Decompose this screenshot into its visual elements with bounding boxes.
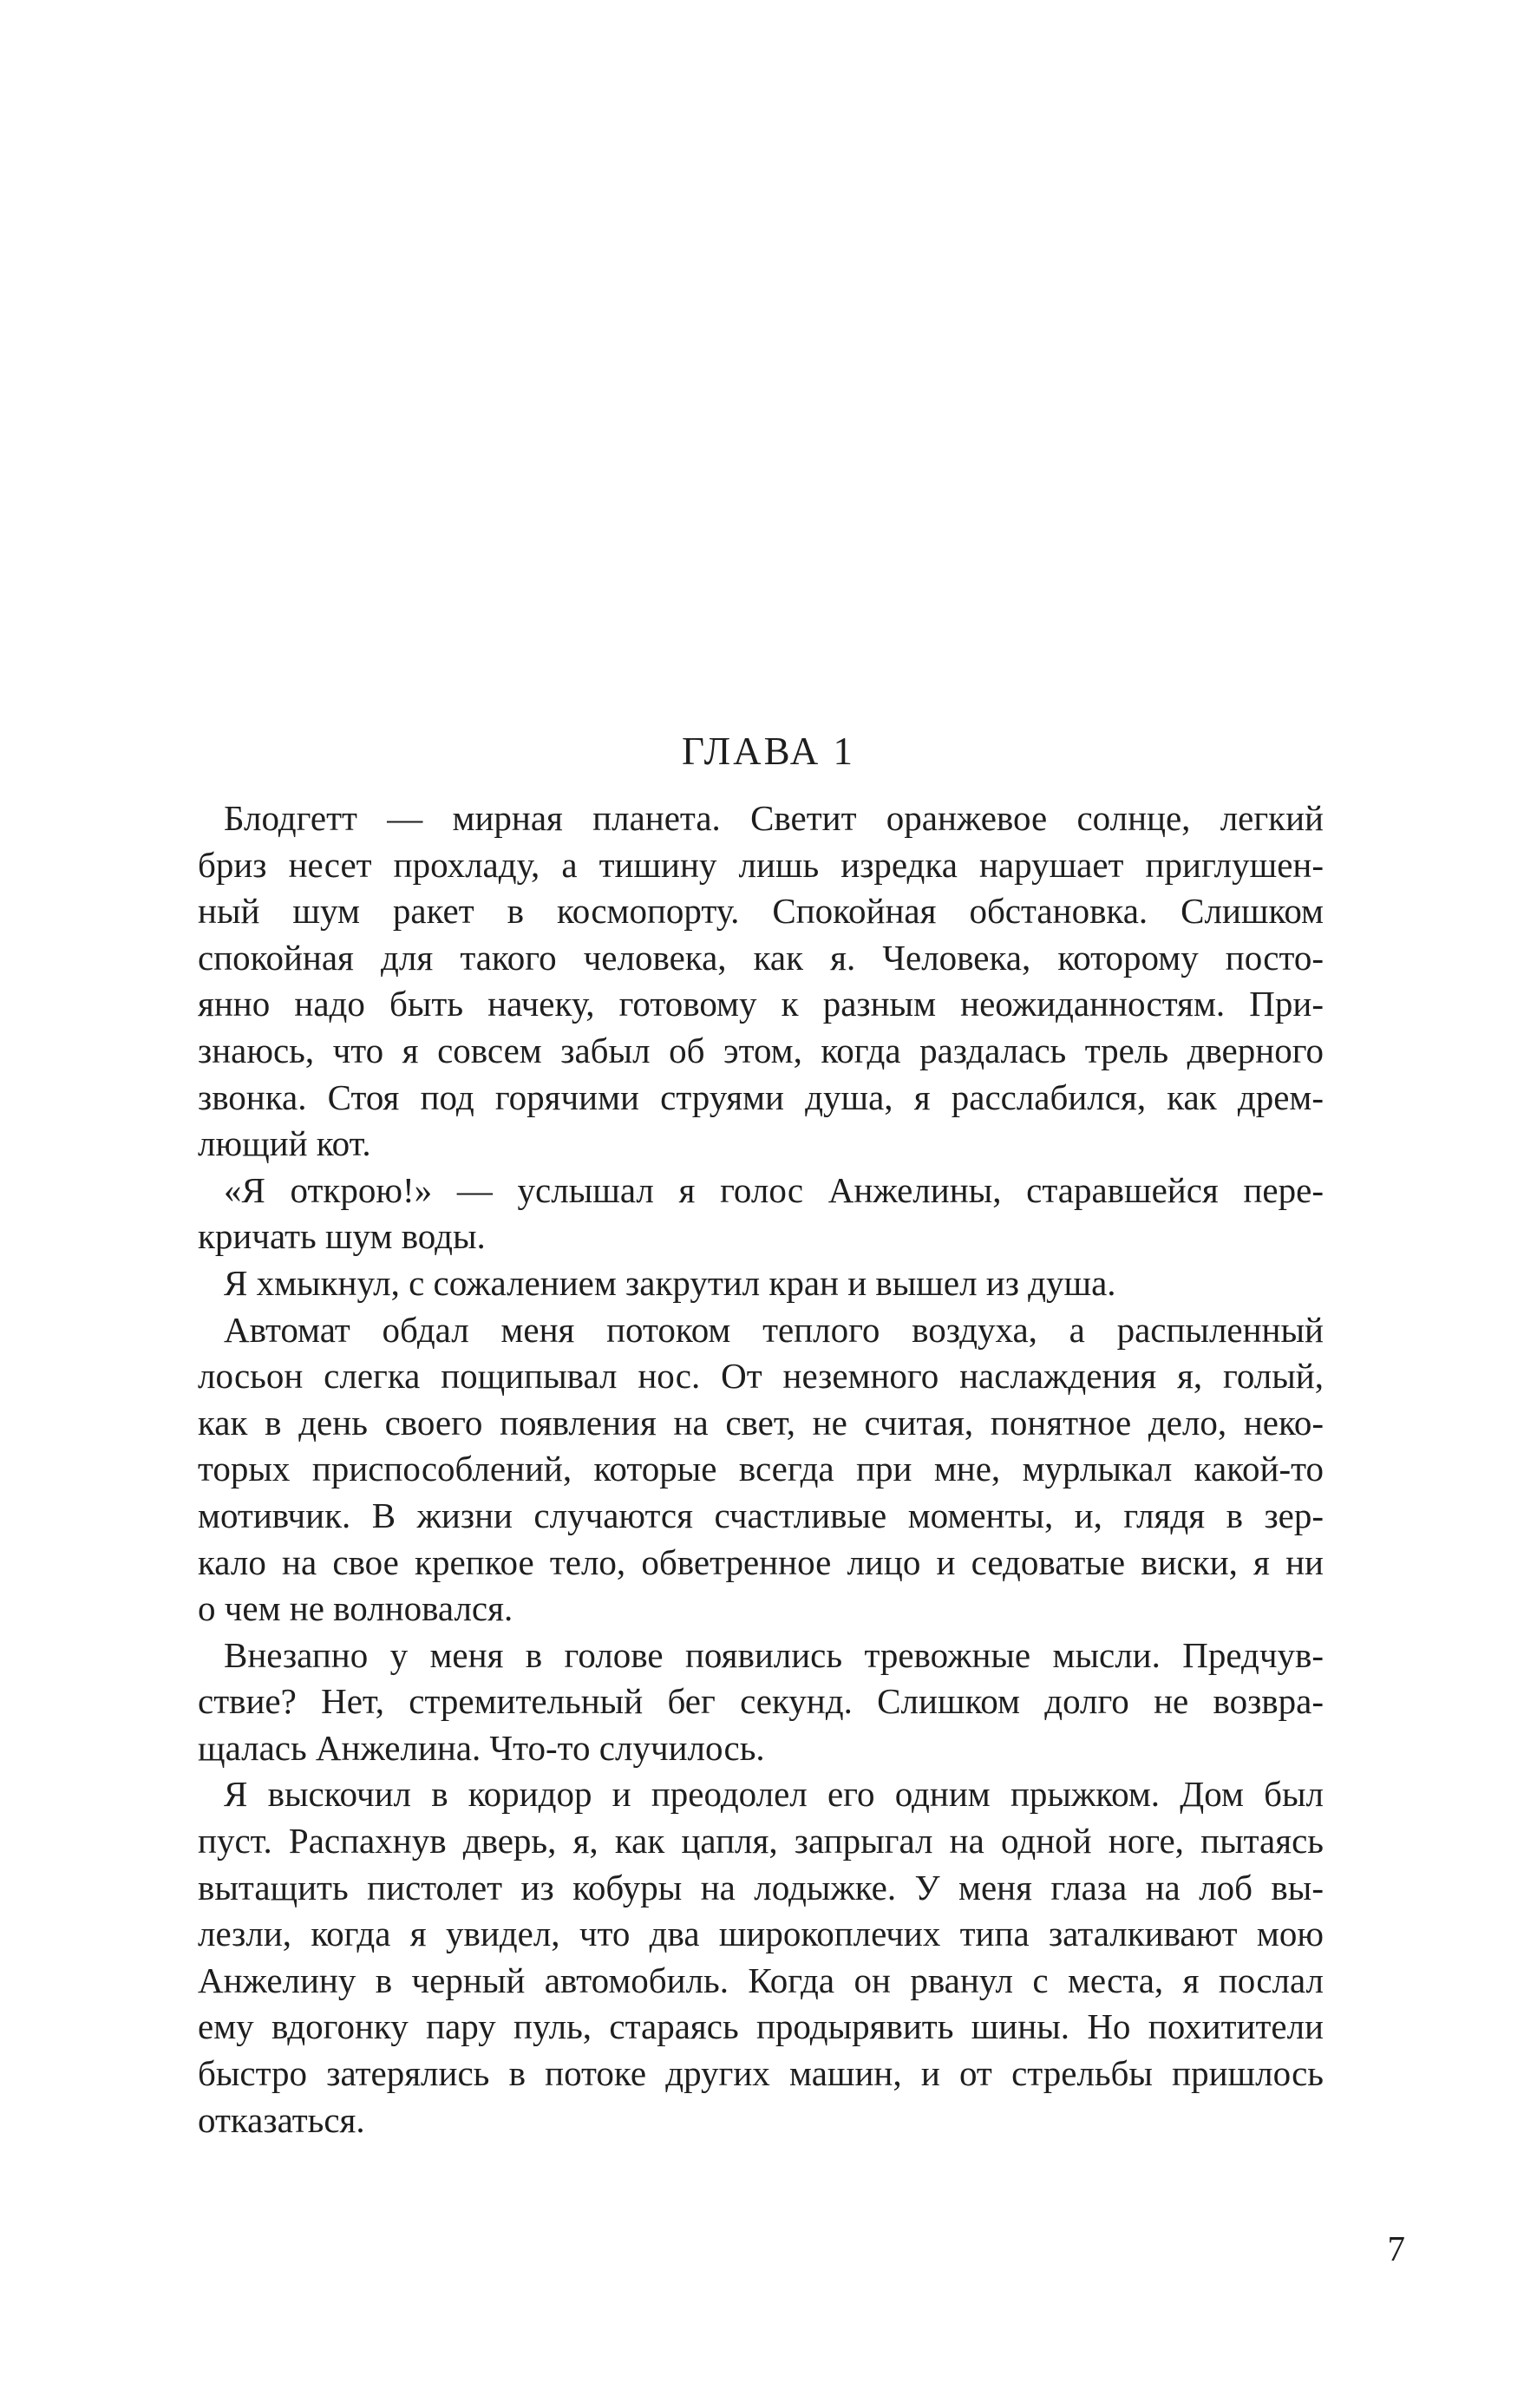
text-line: Анжелину в черный автомобиль. Когда он рванул с места, я послал [198,1960,1324,2000]
text-line: ему вдогонку пару пуль, стараясь продырявить шины. Но похитители [198,2006,1324,2047]
paragraph [198,1307,1324,1633]
text-line: спокойная для такого человека, как я. Человека, которому посто- [198,937,1324,978]
paragraph [198,795,1324,1168]
text-line: отказаться. [198,2099,365,2140]
text-line: Я хмыкнул, с сожалением закрутил кран и вышел из душа. [224,1262,1116,1303]
text-line: ный шум ракет в космопорту. Спокойная обстановка. Слишком [198,891,1324,932]
text-line: кричать шум воды. [198,1216,486,1257]
text-line: «Я открою!» — услышал я голос Анжелины, старавшейся пере- [224,1169,1324,1210]
paragraph [198,1633,1324,1772]
text-line: щалась Анжелина. Что-то случилось. [198,1727,765,1768]
text-line: Внезапно у меня в голове появились тревожные мысли. Предчув- [224,1634,1324,1675]
text-line: лющий кот. [198,1123,371,1164]
text-line: о чем не волновался. [198,1588,513,1629]
text-line: ствие? Нет, стремительный бег секунд. Слишком долго не возвра- [198,1681,1324,1722]
text-line: янно надо быть начеку, готовому к разным неожиданностям. При- [198,984,1324,1024]
text-line: торых приспособлений, которые всегда при мне, мурлыкал какой-то [198,1449,1324,1489]
text-line: как в день своего появления на свет, не считая, понятное дело, неко- [198,1402,1324,1443]
text-line: знаюсь, что я совсем забыл об этом, когда раздалась трель дверного [198,1030,1324,1070]
text-line: вытащить пистолет из кобуры на лодыжке. У меня глаза на лоб вы- [198,1867,1324,1907]
text-line: лосьон слегка пощипывал нос. От неземного наслаждения я, голый, [198,1356,1324,1397]
body-text [198,795,1324,2143]
text-line: Я выскочил в коридор и преодолел его одним прыжком. Дом был [224,1774,1324,1815]
page-number: 7 [1387,2228,1405,2268]
text-line: звонка. Стоя под горячими струями душа, я расслабился, как дрем- [198,1076,1324,1117]
text-line: бриз несет прохладу, а тишину лишь изредка нарушает приглушен- [198,844,1324,885]
text-line: Блодгетт — мирная планета. Светит оранжевое солнце, легкий [224,798,1324,838]
paragraph [198,1260,1324,1307]
paragraph [198,1168,1324,1260]
text-line: мотивчик. В жизни случаются счастливые моменты, и, глядя в зер- [198,1495,1324,1535]
text-line: быстро затерялись в потоке других машин, и от стрельбы пришлось [198,2053,1324,2094]
paragraph [198,1771,1324,2143]
text-line: лезли, когда я увидел, что два широкоплечих типа заталкивают мою [198,1914,1324,1954]
text-line: кало на свое крепкое тело, обветренное лицо и седоватые виски, я ни [198,1541,1324,1582]
text-line: пуст. Распахнув дверь, я, как цапля, запрыгал на одной ноге, пытаясь [198,1821,1324,1862]
chapter-title: ГЛАВА 1 [681,730,856,773]
text-line: Автомат обдал меня потоком теплого воздуха, а распыленный [224,1309,1324,1350]
